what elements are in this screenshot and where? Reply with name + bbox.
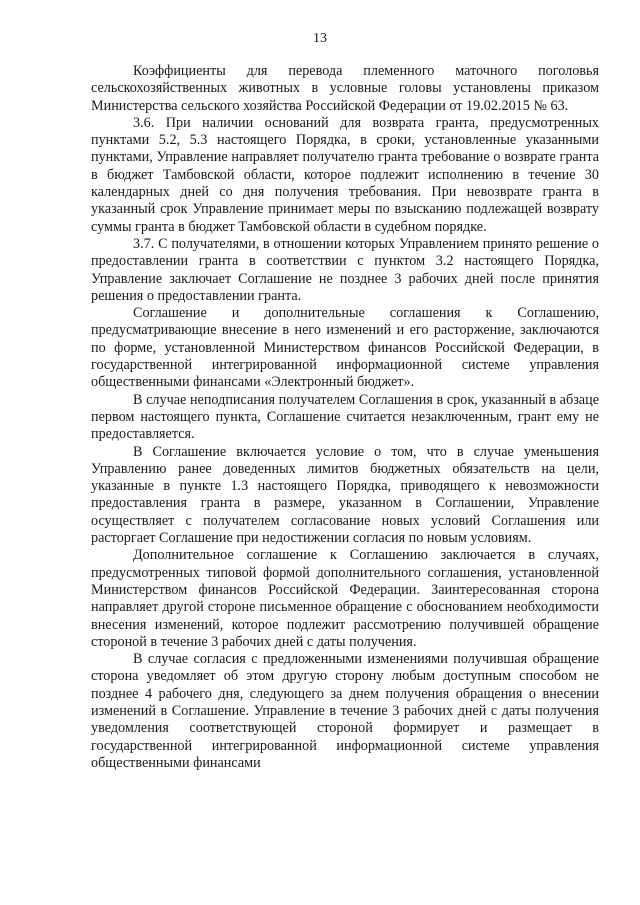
paragraph-coefficients: Коэффициенты для перевода племенного маточного поголовья сельскохозяйственных животных в условные головы установлены приказом Министерства сельского хозяйства Российской Федерации от 19.02.2015 № 63. <box>91 63 599 114</box>
document-body <box>91 63 599 772</box>
paragraph-3-6-grant-return: 3.6. При наличии оснований для возврата гранта, предусмотренных пунктами 5.2, 5.3 настоящего Порядка, в сроки, установленные указанными пунктами, Управление направляет получателю гранта требование о возврате гранта в бюджет Тамбовской области, которое подлежит исполнению в течение 30 календарных дней со дня получения требования. При невозврате гранта в указанный срок Управление принимает меры по взысканию подлежащей возврату суммы гранта в бюджет Тамбовской области в судебном порядке. <box>91 114 599 235</box>
paragraph-3-7-agreement: 3.7. С получателями, в отношении которых Управлением принято решение о предоставлении гранта в соответствии с пунктом 3.2 настоящего Порядка, Управление заключает Соглашение не позднее 3 рабочих дней после принятия решения о предоставлении гранта. <box>91 235 599 304</box>
paragraph-agreement-form: Соглашение и дополнительные соглашения к Соглашению, предусматривающие внесение в него изменений и его расторжение, заключаются по форме, установленной Министерством финансов Российской Федерации, в государственной интегрированной информационной системе управления общественными финансами «Электронный бюджет». <box>91 305 599 391</box>
paragraph-consent-changes: В случае согласия с предложенными изменениями получившая обращение сторона уведомляет об этом другую сторону любым доступным способом не позднее 4 рабочего дня, следующего за днем получения обращения о внесении изменений в Соглашение. Управление в течение 3 рабочих дней с даты получения уведомления соответствующей стороной формирует и размещает в государственной интегрированной информационной системе управления общественными финансами <box>91 651 599 771</box>
paragraph-non-signing: В случае неподписания получателем Соглашения в срок, указанный в абзаце первом настоящего пункта, Соглашение считается незаключенным, грант ему не предоставляется. <box>91 391 599 443</box>
page-number: 13 <box>313 31 327 46</box>
paragraph-additional-agreement: Дополнительное соглашение к Соглашению заключается в случаях, предусмотренных типовой формой дополнительного соглашения, установленной Министерством финансов Российской Федерации. Заинтересованная сторона направляет другой стороне письменное обращение с обоснованием необходимости внесения изменений, которое подлежит рассмотрению получившей обращение стороной в течение 3 рабочих дней с даты получения. <box>91 547 599 650</box>
paragraph-limits-reduction: В Соглашение включается условие о том, что в случае уменьшения Управлению ранее доведенных лимитов бюджетных обязательств на цели, указанные в пункте 1.3 настоящего Порядка, приводящего к невозможности предоставления гранта в размере, указанном в Соглашении, Управление осуществляет с получателем согласование новых условий Соглашения или расторгает Соглашение при недостижении согласия по новым условиям. <box>91 443 599 547</box>
